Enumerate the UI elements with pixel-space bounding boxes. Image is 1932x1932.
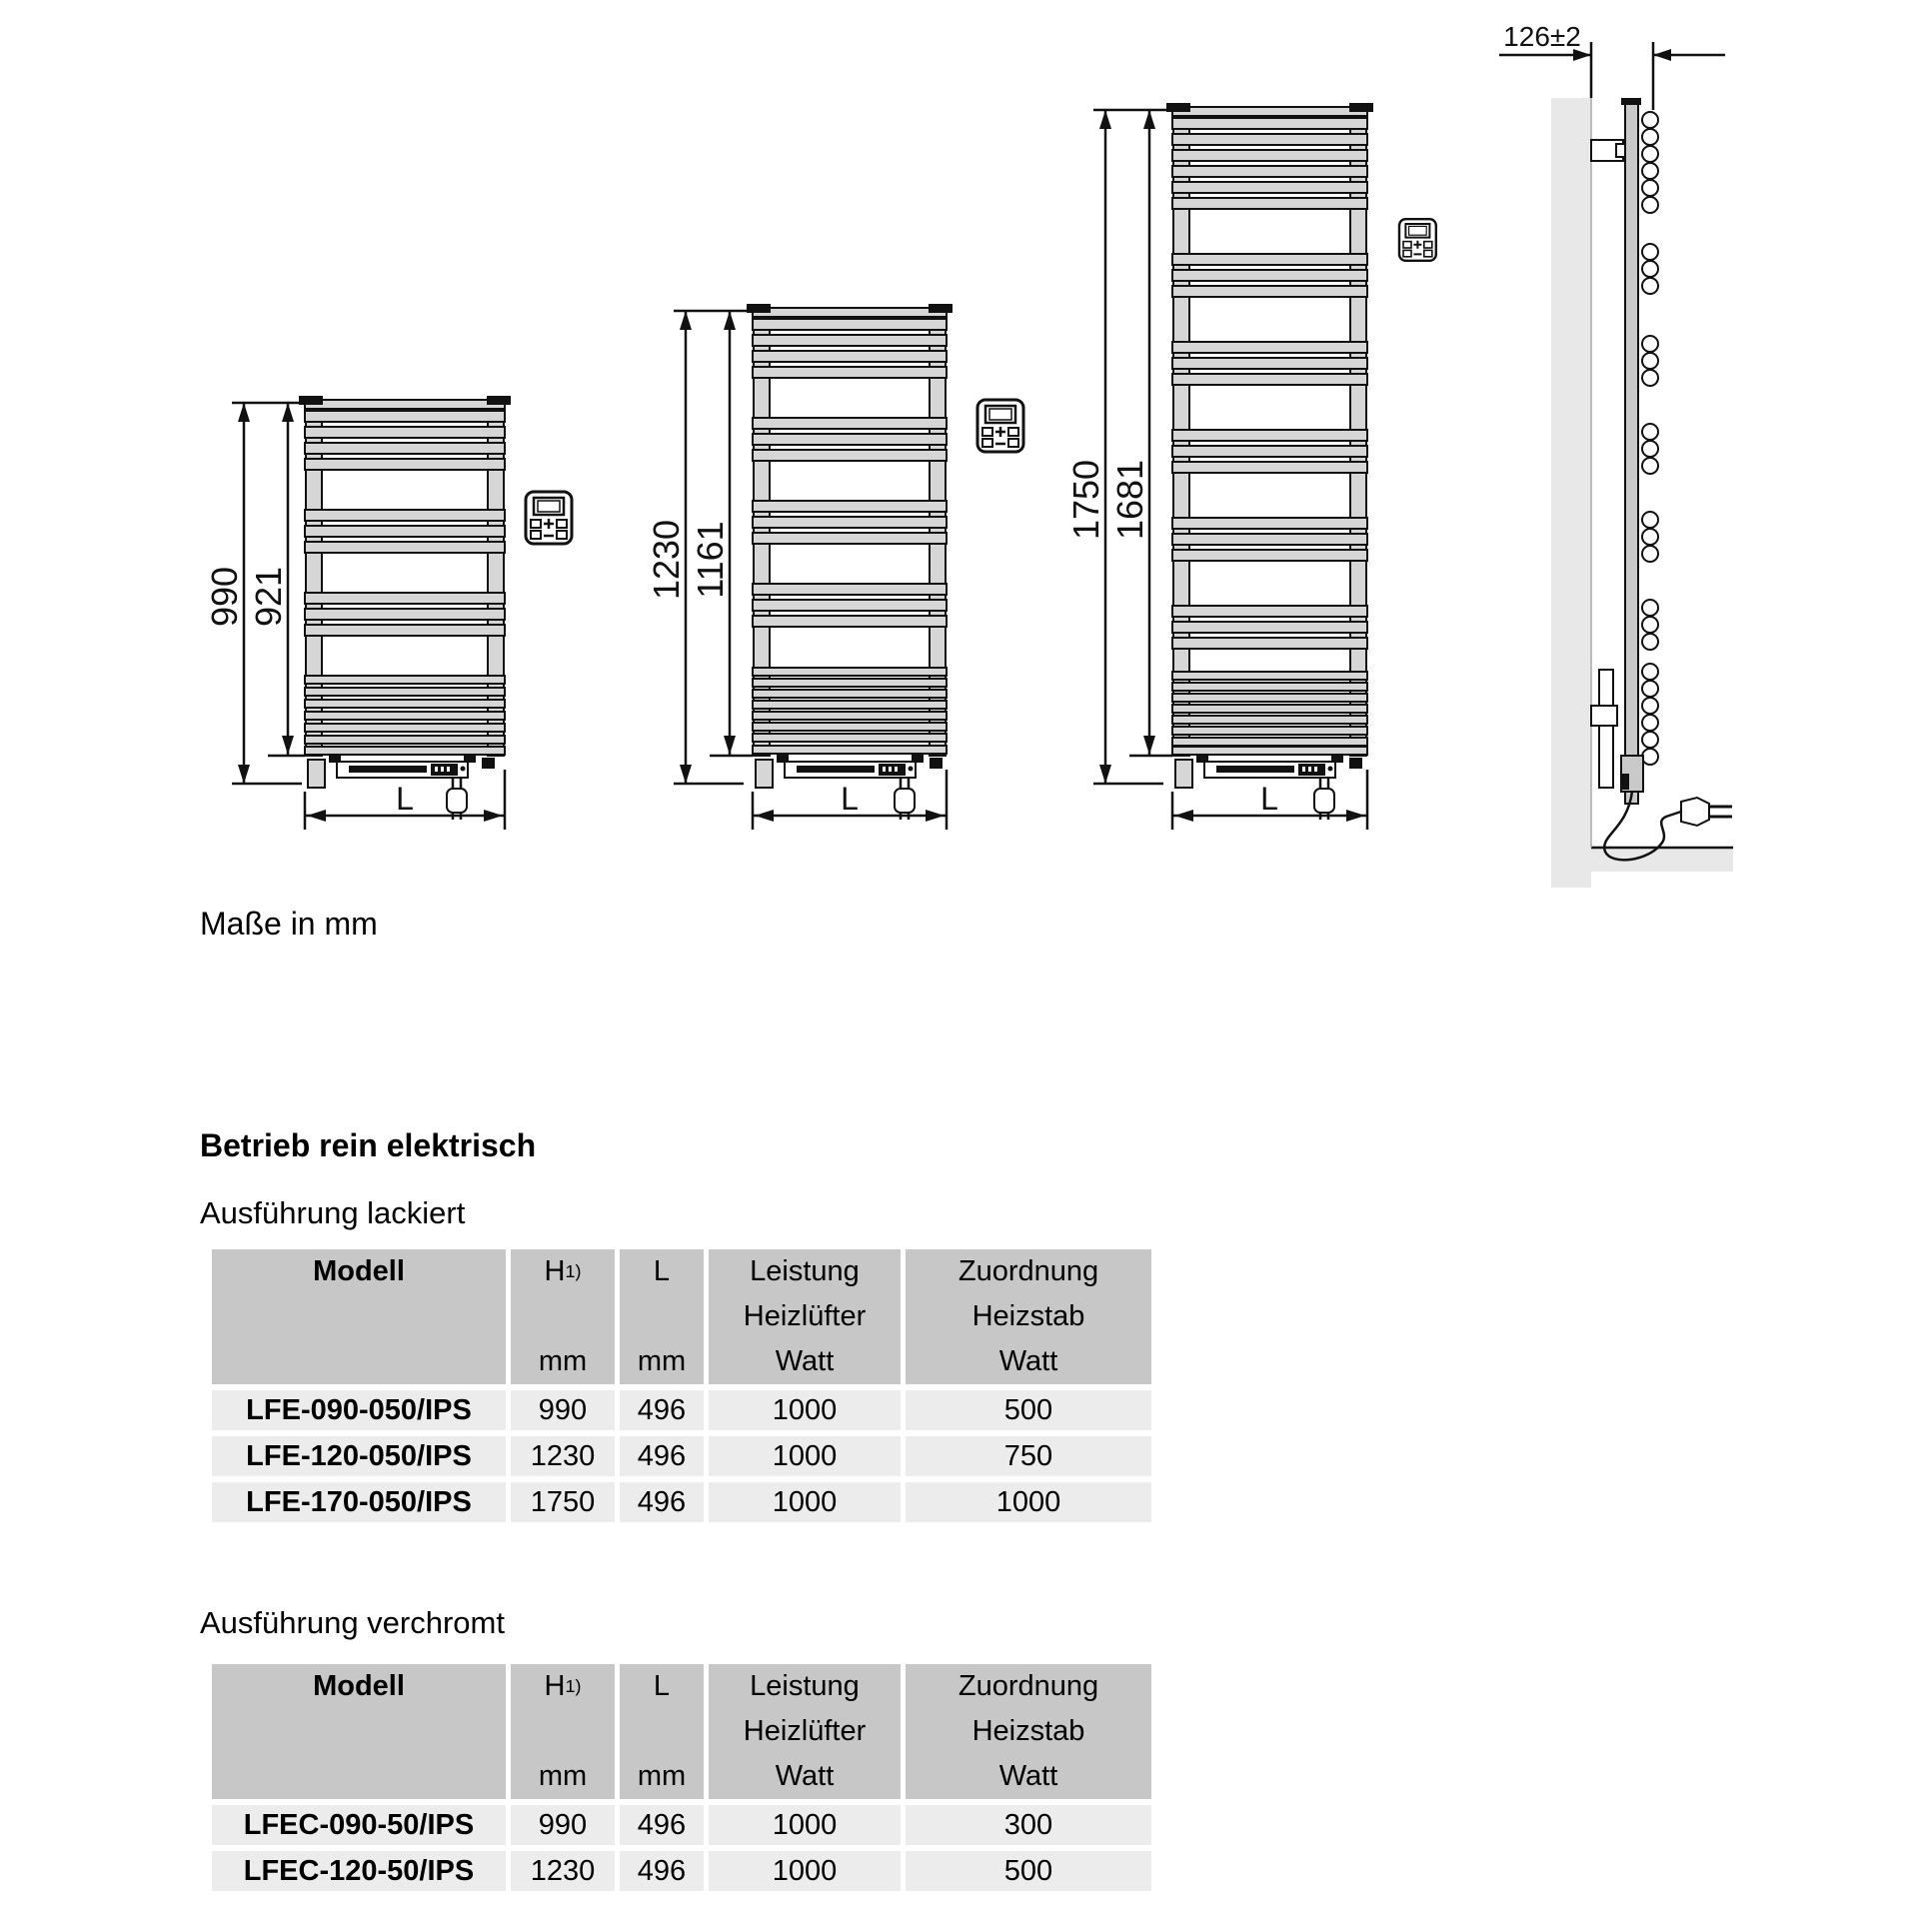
cell-power: 1000 [709,1805,901,1845]
cell-l: 496 [620,1436,704,1476]
dim-label-depth: 126±2 [1503,21,1581,52]
col-header-h: H 1) mm [511,1249,615,1384]
control-panel-icon [526,492,572,544]
col-header-zuordnung: Zuordnung Heizstab Watt [906,1249,1151,1384]
cell-power: 1000 [709,1851,901,1891]
radiator-side-panel [1625,104,1638,804]
power-plug-icon [1681,798,1732,826]
tube-circles [1642,112,1658,765]
cell-model: LFEC-090-50/IPS [212,1805,506,1845]
cell-model: LFE-090-050/IPS [212,1390,506,1430]
cell-l: 496 [620,1805,704,1845]
dimension-drawing [0,0,1932,950]
cell-l: 496 [620,1390,704,1430]
cell-assign: 500 [906,1390,1151,1430]
col-header-h: H 1) mm [511,1664,615,1799]
dim-1750-1681 [1065,110,1172,784]
cell-power: 1000 [709,1390,901,1430]
dim-label-1230: 1230 [646,519,687,601]
dim-label-L: L [841,781,859,817]
col-header-zuordnung: Zuordnung Heizstab Watt [906,1664,1151,1799]
cell-power: 1000 [709,1436,901,1476]
control-panel-icon [1399,219,1436,261]
dim-1230-1161 [646,311,753,784]
cell-model: LFEC-120-50/IPS [212,1851,506,1891]
dim-label-990: 990 [204,566,245,628]
col-header-modell: Modell [212,1664,506,1799]
cell-h: 1750 [511,1482,615,1522]
cell-model: LFE-120-050/IPS [212,1436,506,1476]
cell-h: 1230 [511,1851,615,1891]
cell-power: 1000 [709,1482,901,1522]
col-header-l: L mm [620,1664,704,1799]
cell-l: 496 [620,1851,704,1891]
col-header-leistung: Leistung Heizlüfter Watt [709,1249,901,1384]
cell-assign: 750 [906,1436,1151,1476]
dim-label-921: 921 [248,566,289,628]
dim-label-1750: 1750 [1065,459,1106,541]
floor [1591,848,1733,872]
cell-h: 990 [511,1805,615,1845]
dim-label-1161: 1161 [690,521,731,599]
section-title: Betrieb rein elektrisch [200,1127,537,1163]
control-panel-icon [977,400,1023,452]
table-caption-verchromt: Ausführung verchromt [200,1605,505,1640]
cell-h: 990 [511,1390,615,1430]
cell-assign: 500 [906,1851,1151,1891]
spec-table-verchromt [212,1664,1151,1891]
cell-h: 1230 [511,1436,615,1476]
cell-assign: 300 [906,1805,1151,1845]
cell-l: 496 [620,1482,704,1522]
radiator-small [299,396,511,820]
dim-depth [1499,21,1725,110]
radiator-tall [1166,103,1373,820]
wall [1551,98,1591,888]
dim-label-L: L [1260,781,1278,817]
cell-model: LFE-170-050/IPS [212,1482,506,1522]
dim-label-1681: 1681 [1109,459,1150,541]
table-caption-lackiert: Ausführung lackiert [200,1195,466,1230]
units-note: Maße in mm [200,906,378,942]
side-view [1499,21,1733,888]
col-header-modell: Modell [212,1249,506,1384]
col-header-l: L mm [620,1249,704,1384]
cell-assign: 1000 [906,1482,1151,1522]
dim-990-921 [204,403,305,784]
dim-label-L: L [396,781,414,817]
col-header-leistung: Leistung Heizlüfter Watt [709,1664,901,1799]
radiator-medium [747,304,953,820]
spec-table-lackiert [212,1249,1151,1522]
